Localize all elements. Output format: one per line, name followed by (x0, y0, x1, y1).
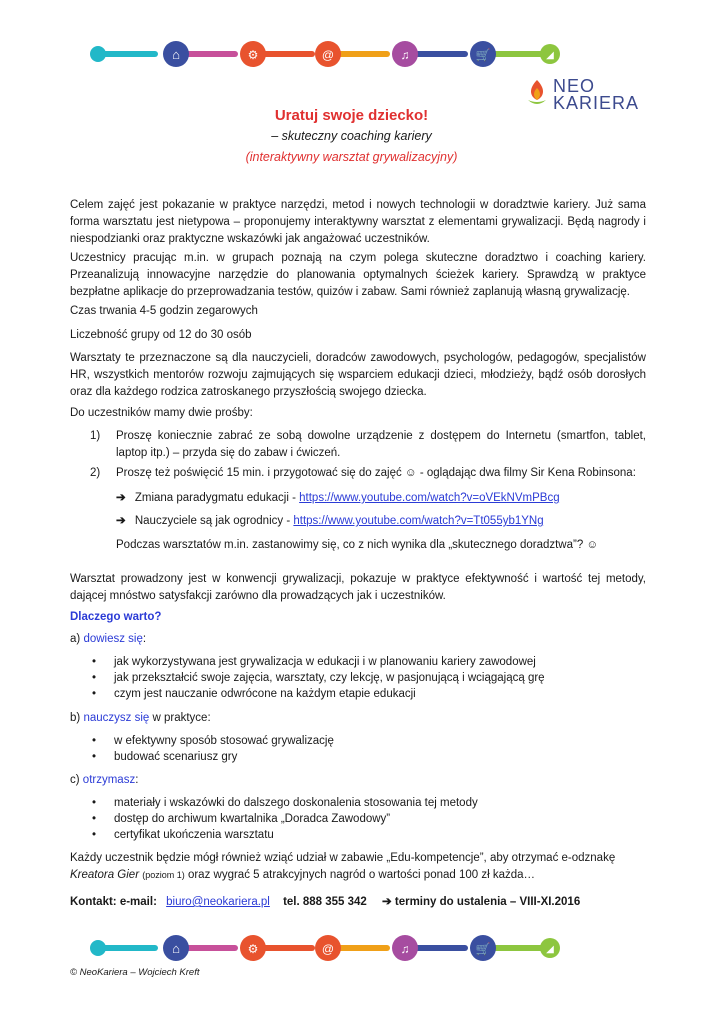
contact-line (70, 894, 646, 911)
method-paragraph: Warsztat prowadzony jest w konwencji grywalizacji, pokazuje w praktyce efektywność i wartość tej metody, dającej mnóstwo satysfakcji zarówno dla prowadzących jak i uczestników. (70, 573, 646, 602)
svg-text:♫: ♫ (400, 48, 410, 62)
list-item-text: budować scenariusz gry (114, 751, 238, 763)
contact-colon: : (153, 896, 157, 908)
bullet-icon: • (92, 829, 97, 841)
contact-label: Kontakt: e-mail (70, 896, 154, 908)
logo-flame-icon (525, 78, 549, 110)
bullet-icon: • (92, 688, 97, 700)
section-b-prefix: b) (70, 712, 81, 724)
bullet-icon: • (92, 656, 97, 668)
bullet-icon: • (92, 813, 97, 825)
request-item-1 (90, 428, 646, 462)
svg-text:⚙: ⚙ (247, 942, 259, 956)
list-item (92, 733, 334, 750)
game-text-line1: Każdy uczestnik będzie mógł również wziąć udział w zabawie „Edu-kompetencje”, aby otrzymać e-odznakę (70, 852, 616, 864)
page-title: Uratuj swoje dziecko! (274, 107, 429, 124)
svg-text:◢: ◢ (546, 944, 554, 955)
bottom-decorative-bar (90, 930, 560, 966)
request-item-2 (90, 465, 646, 482)
list-item (92, 827, 274, 844)
section-b-heading (70, 710, 646, 727)
bullet-icon: • (92, 735, 97, 747)
game-paragraph (70, 850, 646, 884)
bullet-icon: • (92, 751, 97, 763)
film-item-2 (116, 513, 544, 530)
request-number: 1) (90, 430, 101, 442)
game-text-line2 (70, 867, 646, 884)
contact-phone: tel. 888 355 342 (283, 896, 367, 908)
game-prize-text: oraz wygrać 5 atrakcyjnych nagród o wartości ponad 100 zł każda… (187, 869, 536, 881)
list-item (92, 670, 545, 687)
svg-text:🛒: 🛒 (475, 48, 491, 62)
section-c-heading (70, 772, 646, 789)
list-item-text: certyfikat ukończenia warsztatu (114, 829, 274, 841)
request-number: 2) (90, 467, 101, 479)
film-item-1 (116, 490, 560, 507)
list-item-text: jak wykorzystywana jest grywalizacja w edukacji i w planowaniu kariery zawodowej (114, 656, 536, 668)
why-heading: Dlaczego warto? (70, 611, 162, 623)
game-badge-level: (poziom 1) (142, 870, 185, 880)
contact-terms: ➔ terminy do ustalenia – VIII-XI.2016 (382, 896, 581, 908)
top-decorative-bar (90, 36, 560, 72)
svg-text:⌂: ⌂ (172, 47, 180, 62)
group-size-text: Liczebność grupy od 12 do 30 osób (70, 329, 252, 341)
list-item (92, 686, 416, 703)
page-subtitle: – skuteczny coaching kariery (271, 129, 432, 143)
film-label: Zmiana paradygmatu edukacji - (134, 492, 296, 504)
footer-copyright: © NeoKariera – Wojciech Kreft (70, 967, 200, 978)
bullet-icon: • (92, 797, 97, 809)
svg-text:♫: ♫ (400, 942, 410, 956)
game-badge-name: Kreatora Gier (70, 869, 140, 881)
participants-paragraph: Uczestnicy pracując m.in. w grupach poznają na czym polega skuteczne doradztwo i coaching kariery. Przeanalizują innowacyjne narzędzie do planowania optymalnych ścieżek kariery. Sprawdzą w praktyce bezpłatne aplikacje do przeprowadzania testów, quizów i zabaw. Sami również zaplanują własną grywalizację. (70, 252, 646, 298)
audience-paragraph: Warsztaty te przeznaczone są dla nauczycieli, doradców zawodowych, psychologów, pedagogów, specjalistów HR, wszystkich mentorów rozwoju zajmujących się wsparciem edukacji dzieci, młodzieży, bądź osób dorosłych oraz dla każdego rodzica zatroskanego przyszłością swojego dziecka. (70, 352, 646, 398)
list-item-text: dostęp do archiwum kwartalnika „Doradca Zawodowy” (114, 813, 391, 825)
list-item (92, 749, 237, 766)
svg-text:⌂: ⌂ (172, 941, 180, 956)
requests-intro: Do uczestników mamy dwie prośby: (70, 407, 253, 419)
section-c-prefix: c) (70, 774, 80, 786)
list-item-text: materiały i wskazówki do dalszego doskonalenia stosowania tej metody (114, 797, 478, 809)
section-a-suffix: : (142, 633, 147, 645)
request-text: Proszę też poświęcić 15 min. i przygotować się do zajęć ☺ - oglądając dwa filmy Sir Kena Robinsona: (116, 467, 636, 479)
section-a-keyword: dowiesz się (83, 633, 143, 645)
section-a-heading (70, 631, 646, 648)
list-item (92, 654, 536, 671)
during-text: Podczas warsztatów m.in. zastanowimy się, co z nich wynika dla „skutecznego doradztwa”? ☺ (116, 539, 599, 551)
list-item (92, 811, 390, 828)
intro-paragraph: Celem zajęć jest pokazanie w praktyce narzędzi, metod i nowych technologii w doradztwie kariery. Już sama forma warsztatu jest nietypowa – proponujemy interaktywny warsztat z elementami grywalizacji. Będą nagrody i niespodzianki oraz praktyczne wskazówki jak angażować uczestników. (70, 199, 646, 245)
duration-text: Czas trwania 4-5 godzin zegarowych (70, 305, 258, 317)
section-a-prefix: a) (70, 633, 81, 645)
request-text: Proszę koniecznie zabrać ze sobą dowolne urządzenie z dostępem do Internetu (smartfon, tablet, laptop itp.) – przyda się do zabaw i ćwiczeń. (116, 430, 646, 459)
list-item-text: jak przekształcić swoje zajęcia, warsztaty, czy lekcję, w pasjonującą i wciągającą grę (114, 672, 545, 684)
svg-text:◢: ◢ (546, 50, 554, 61)
svg-text:⚙: ⚙ (247, 48, 259, 62)
arrow-right-icon: ➔ (116, 492, 126, 504)
list-item (92, 795, 478, 812)
svg-text:@: @ (321, 48, 335, 62)
section-b-suffix: w praktyce: (152, 712, 211, 724)
film-link-2[interactable]: https://www.youtube.com/watch?v=Tt055yb1YNg (293, 515, 544, 527)
svg-text:@: @ (321, 942, 335, 956)
logo-text-line1: NEO (553, 76, 596, 96)
section-c-keyword: otrzymasz (82, 774, 136, 786)
svg-text:🛒: 🛒 (475, 942, 491, 956)
page-subtitle-2: (interaktywny warsztat grywalizacyjny) (245, 150, 458, 164)
list-item-text: czym jest nauczanie odwrócone na każdym etapie edukacji (114, 688, 416, 700)
section-c-suffix: : (135, 774, 139, 786)
film-link-1[interactable]: https://www.youtube.com/watch?v=oVEkNVmPBcg (299, 492, 560, 504)
logo-text-line2: KARIERA (553, 93, 640, 113)
film-label: Nauczyciele są jak ogrodnicy - (134, 515, 291, 527)
arrow-right-icon: ➔ (116, 515, 126, 527)
section-b-keyword: nauczysz się (83, 712, 150, 724)
list-item-text: w efektywny sposób stosować grywalizację (114, 735, 334, 747)
bullet-icon: • (92, 672, 97, 684)
contact-email-link[interactable]: biuro@neokariera.pl (166, 896, 270, 908)
